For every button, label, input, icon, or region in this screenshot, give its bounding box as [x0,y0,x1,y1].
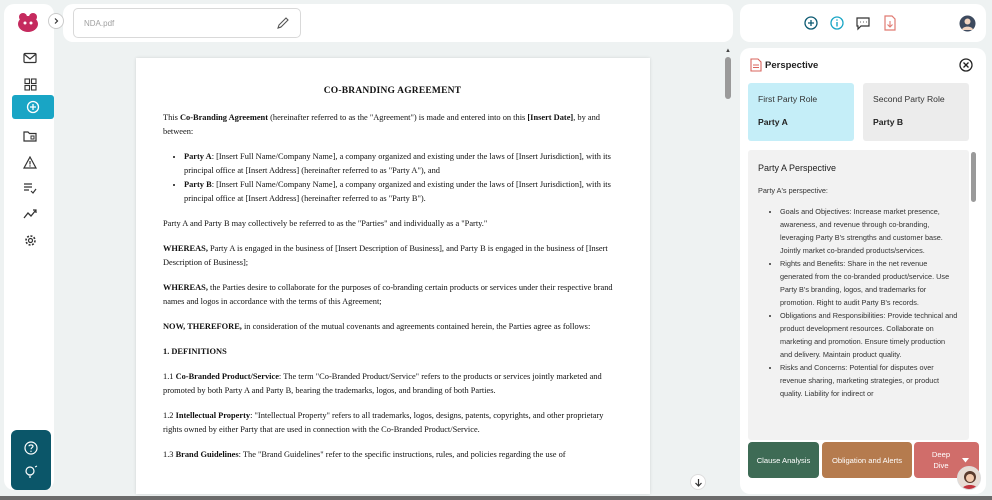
left-sidebar [4,4,54,490]
user-avatar-icon[interactable] [959,15,976,32]
assistant-avatar[interactable] [957,466,981,490]
doc-intro: This Co-Branding Agreement (hereinafter referred to as the "Agreement") is made and entered into on this [Insert Date], by and between: [163,113,600,136]
panel-title: Perspective [765,60,819,71]
plus-circle-icon [26,100,40,114]
perspective-list [758,205,959,400]
nav-inbox[interactable] [12,46,48,70]
panel-header [740,4,986,42]
definition-1-2: 1.2 Intellectual Property: "Intellectual Property" refers to all trademarks, logos, designs, patents, copyrights, and other proprietary rights owned by either Party that are used in connection with the Co-Branded Product/Service. [163,411,604,434]
doc-whereas-2: WHEREAS, the Parties desire to collaborate for the purposes of co-branding certain products or services under their respective brand names and logos in accordance with the terms of this Agreement; [163,283,613,306]
nav-alerts[interactable] [12,150,48,174]
caret-down-icon [962,458,969,463]
clause-analysis-button[interactable]: Clause Analysis [748,442,819,478]
document-icon [750,58,762,72]
close-icon[interactable] [959,58,973,72]
chat-icon[interactable] [855,15,871,31]
panel-scrollbar[interactable] [971,152,976,202]
nav-settings[interactable] [12,228,48,252]
role-label: First Party Role [758,94,818,104]
doc-parties: Party A and Party B may collectively be referred to as the "Parties" and individually as a "Party." [163,219,488,228]
role-label: Second Party Role [873,94,945,104]
document-header [63,4,733,42]
gear-icon [24,234,37,247]
chevron-right-icon [52,17,60,25]
arrow-down-icon [694,478,703,487]
list-item: • Party A: [Insert Full Name/Company Name], a company organized and existing under the laws of [Insert Jurisdiction], with its principal office at [Insert Address] (hereinafter referred to as "Party A"), and [184,150,622,178]
lightbulb-icon[interactable] [23,464,39,480]
doc-now-therefore: NOW, THEREFORE, in consideration of the mutual covenants and agreements contained herein, the Parties agree as follows: [163,322,591,331]
list-item: • Goals and Objectives: Increase market presence, awareness, and revenue through co-branding, leveraging Party B's strengths and customer base. Jointly market co-branded products/services. [780,205,959,257]
nav-dashboard[interactable] [12,72,48,96]
grid-icon [24,78,37,91]
list-item: • Risks and Concerns: Potential for disputes over revenue sharing, marketing strategies, or product quality. Liability for indirect or [780,361,959,400]
parties-list [163,150,622,206]
pencil-icon[interactable] [276,16,290,30]
doc-title: CO-BRANDING AGREEMENT [323,86,462,96]
list-check-icon [23,182,37,194]
trend-icon [23,208,37,220]
list-item: • Party B: [Insert Full Name/Company Name], a company organized and existing under the laws of [Insert Jurisdiction], with its principal office at [Insert Address] (hereinafter referred to as "Party B"). [184,178,622,206]
obligation-alerts-button[interactable]: Obligation and Alerts [822,442,912,478]
nav-analytics[interactable] [12,202,48,226]
folder-icon [23,130,37,142]
definition-1-1: 1.1 Co-Branded Product/Service: The term "Co-Branded Product/Service" refers to the products or services jointly marketed and promoted by both Party A and Party B, bearing the trademarks, logos, and branding of both Parties. [163,372,602,395]
scroll-down-button[interactable] [690,474,706,490]
doc-whereas-1: WHEREAS, Party A is engaged in the business of [Insert Description of Business], and Party B is engaged in the business of [Insert Description of Business]; [163,244,608,267]
section-heading: 1. DEFINITIONS [163,347,227,356]
list-item: • Rights and Benefits: Share in the net revenue generated from the co-branded product/service. Use Party B's branding, logos, and trademarks for promotion. Right to audit Party B's records. [780,257,959,309]
document-scrollbar[interactable] [725,57,731,99]
filename-text: NDA.pdf [84,19,115,28]
role-value: Party B [873,117,904,127]
first-party-role-card[interactable] [748,83,854,141]
nav-folder[interactable] [12,124,48,148]
plus-circle-icon[interactable] [803,15,819,31]
info-icon[interactable] [829,15,845,31]
scroll-up-arrow[interactable]: ▲ [725,48,731,54]
role-value: Party A [758,117,788,127]
perspective-content [748,150,969,440]
filename-field[interactable] [73,8,301,38]
definition-1-3: 1.3 Brand Guidelines: The "Brand Guidelines" refer to the specific instructions, rules, and policies regarding the use of [163,450,566,459]
pdf-export-icon[interactable] [882,15,898,31]
perspective-panel [740,48,986,494]
nav-add[interactable] [12,95,54,119]
list-item: • Obligations and Responsibilities: Provide technical and product development resources. Collaborate on marketing and promotion. Ensure timely production and delivery. Maintain product quality. [780,309,959,361]
app-logo[interactable] [14,10,42,34]
nav-checklist[interactable] [12,176,48,200]
second-party-role-card[interactable] [863,83,969,141]
sidebar-toggle-button[interactable] [48,13,64,29]
mail-icon [23,52,37,64]
warning-icon [23,156,37,169]
question-icon[interactable] [23,440,39,456]
perspective-intro: Party A's perspective: [758,186,828,195]
bottom-edge [0,496,992,500]
deep-dive-label: Deep Dive [931,450,951,470]
perspective-heading: Party A Perspective [758,163,837,173]
document-viewer [63,48,733,494]
document-page [136,58,650,494]
help-box [11,430,51,490]
